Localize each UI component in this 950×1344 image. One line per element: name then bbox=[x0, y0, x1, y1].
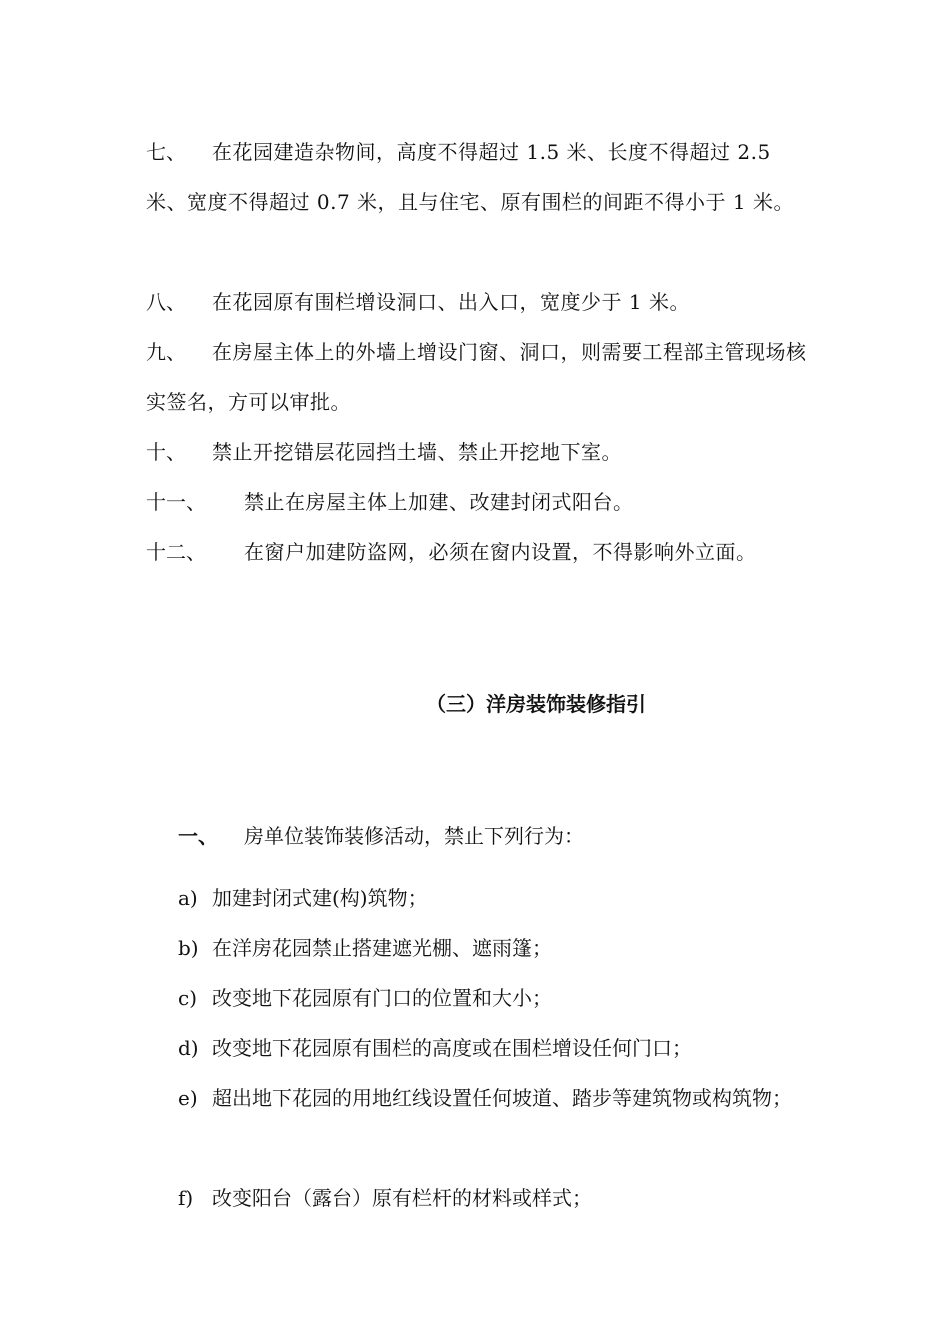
list-item-b bbox=[178, 923, 810, 973]
list-label: c) bbox=[178, 986, 198, 1010]
clause-7 bbox=[146, 127, 810, 227]
list-item-a bbox=[178, 873, 810, 923]
clause-12 bbox=[146, 527, 810, 577]
clause-text: 在花园原有围栏增设洞口、出入口，宽度少于 1 米。 bbox=[212, 290, 690, 314]
clause-10 bbox=[146, 427, 810, 477]
subsection-1 bbox=[178, 811, 584, 861]
clause-11 bbox=[146, 477, 810, 527]
list-label: b) bbox=[178, 936, 199, 960]
clause-number: 十、 bbox=[146, 440, 186, 464]
clause-number: 十二、 bbox=[146, 540, 206, 564]
clause-text: 禁止开挖错层花园挡土墙、禁止开挖地下室。 bbox=[212, 440, 622, 464]
clause-number: 九、 bbox=[146, 340, 186, 364]
clause-text: 在房屋主体上的外墙上增设门窗、洞口，则需要工程部主管现场核实签名，方可以审批。 bbox=[146, 340, 807, 414]
list-item-e bbox=[178, 1073, 810, 1123]
list-text: 改变阳台（露台）原有栏杆的材料或样式； bbox=[212, 1186, 592, 1210]
clause-text-body: 在花园建造杂物间，高度不得超过 1.5 米、长度不得超过 2.5 米、宽度不得超过 0.7 米，且与住宅、原有围栏的间距不得小于 1 米。 bbox=[146, 140, 794, 214]
list-text: 改变地下花园原有门口的位置和大小； bbox=[212, 986, 552, 1010]
list-item-f bbox=[178, 1173, 810, 1223]
clause-number: 七、 bbox=[146, 140, 186, 164]
clause-text: 在窗户加建防盗网，必须在窗内设置，不得影响外立面。 bbox=[244, 540, 757, 564]
subsection-text: 房单位装饰装修活动，禁止下列行为： bbox=[244, 824, 584, 848]
list-label: f) bbox=[178, 1186, 194, 1210]
list-text: 超出地下花园的用地红线设置任何坡道、踏步等建筑物或构筑物； bbox=[212, 1086, 792, 1110]
list-row bbox=[178, 1073, 810, 1123]
clause-text bbox=[146, 127, 810, 227]
list-item-c bbox=[178, 973, 810, 1023]
clause-number: 八、 bbox=[146, 290, 186, 314]
list-text: 改变地下花园原有围栏的高度或在围栏增设任何门口； bbox=[212, 1036, 692, 1060]
clause-number: 十一、 bbox=[146, 490, 206, 514]
list-label: a) bbox=[178, 886, 198, 910]
list-item-d bbox=[178, 1023, 810, 1073]
list-text: 在洋房花园禁止搭建遮光棚、遮雨篷； bbox=[212, 936, 552, 960]
list-label: d) bbox=[178, 1036, 199, 1060]
clause-8 bbox=[146, 277, 810, 327]
clause-9 bbox=[146, 327, 810, 427]
subsection-number: 一、 bbox=[178, 824, 218, 848]
section-heading: （三）洋房装饰装修指引 bbox=[426, 692, 646, 716]
list-label: e) bbox=[178, 1086, 198, 1110]
clause-text: 禁止在房屋主体上加建、改建封闭式阳台。 bbox=[244, 490, 634, 514]
list-text: 加建封闭式建(构)筑物； bbox=[212, 886, 428, 910]
